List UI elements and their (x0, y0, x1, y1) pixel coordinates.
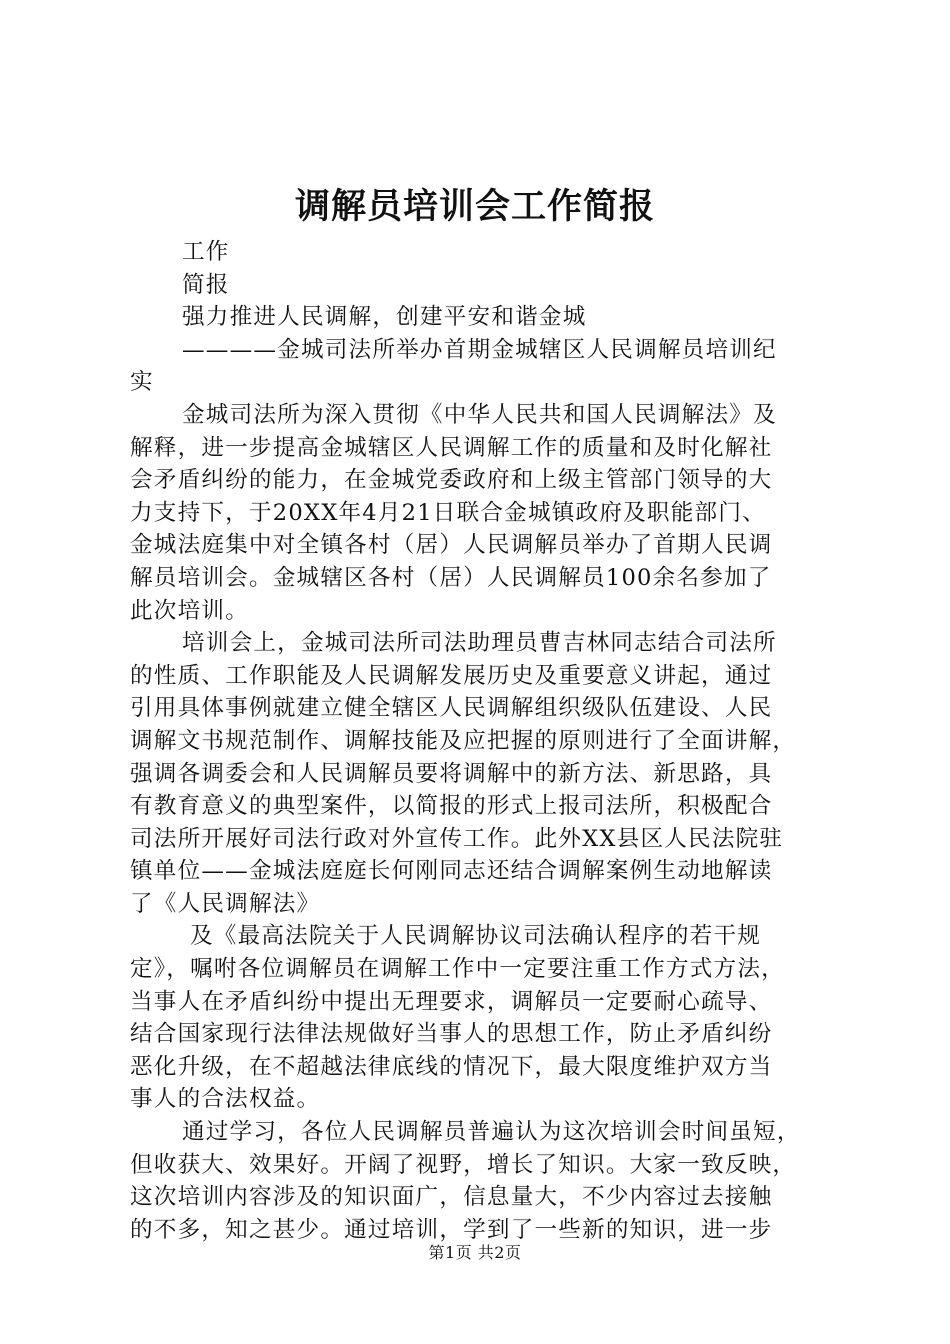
text-line: 通过学习，各位人民调解员普遍认为这次培训会时间虽短， (182, 1119, 801, 1146)
text-line: 及《最高法院关于人民调解协议司法确认程序的若干规 (190, 923, 762, 950)
text-line: 实 (130, 369, 154, 396)
text-line: 有教育意义的典型案件，以简报的形式上报司法所，积极配合 (130, 793, 773, 820)
text-line: 简报 (182, 271, 230, 298)
page-number: 第1页 共2页 (428, 1243, 522, 1262)
text-line: 引用具体事例就建立健全辖区人民调解组织级队伍建设、人民 (130, 695, 773, 722)
text-line: 调解文书规范制作、调解技能及应把握的原则进行了全面讲解， (130, 727, 797, 754)
text-line: 了《人民调解法》 (130, 890, 321, 917)
text-line: 工作 (182, 239, 230, 265)
text-line: 恶化升级，在不超越法律底线的情况下，最大限度维护双方当 (130, 1053, 773, 1080)
text-line: 力支持下，于20XX年4月21日联合金城镇政府及职能部门、 (130, 499, 766, 526)
text-line: 镇单位——金城法庭庭长何刚同志还结合调解案例生动地解读 (130, 858, 773, 885)
text-line: 金城法庭集中对全镇各村（居）人民调解员举办了首期人民调 (130, 532, 773, 559)
text-line: 解释，进一步提高金城辖区人民调解工作的质量和及时化解社 (130, 434, 773, 461)
text-line: 结合国家现行法律法规做好当事人的思想工作，防止矛盾纠纷 (130, 1021, 773, 1048)
text-line: 当事人在矛盾纠纷中提出无理要求，调解员一定要耐心疏导、 (130, 988, 773, 1015)
document-body (130, 236, 830, 1246)
text-line: 但收获大、效果好。开阔了视野，增长了知识。大家一致反映， (130, 1151, 797, 1178)
text-line: 金城司法所为深入贯彻《中华人民共和国人民调解法》及 (182, 401, 777, 428)
text-line: 会矛盾纠纷的能力，在金城党委政府和上级主管部门领导的大 (130, 467, 773, 494)
text-line: 的不多，知之甚少。通过培训，学到了一些新的知识，进一步 (130, 1216, 773, 1243)
text-line: 的性质、工作职能及人民调解发展历史及重要意义讲起，通过 (130, 662, 773, 689)
text-line: 此次培训。 (130, 597, 249, 624)
document-title: 调解员培训会工作简报 (294, 186, 655, 227)
text-line: 事人的合法权益。 (130, 1086, 321, 1113)
text-line: ————金城司法所举办首期金城辖区人民调解员培训纪 (182, 336, 777, 363)
text-line: 定》，嘱咐各位调解员在调解工作中一定要注重工作方式方法， (130, 956, 785, 983)
text-line: 强力推进人民调解，创建平安和谐金城 (182, 304, 587, 331)
text-line: 培训会上，金城司法所司法助理员曹吉林同志结合司法所 (182, 630, 777, 657)
text-line: 司法所开展好司法行政对外宣传工作。此外XX县区人民法院驻 (130, 825, 784, 852)
text-line: 强调各调委会和人民调解员要将调解中的新方法、新思路，具 (130, 760, 773, 787)
text-line: 解员培训会。金城辖区各村（居）人民调解员100余名参加了 (130, 564, 772, 591)
text-line: 这次培训内容涉及的知识面广，信息量大，不少内容过去接触 (130, 1184, 773, 1211)
